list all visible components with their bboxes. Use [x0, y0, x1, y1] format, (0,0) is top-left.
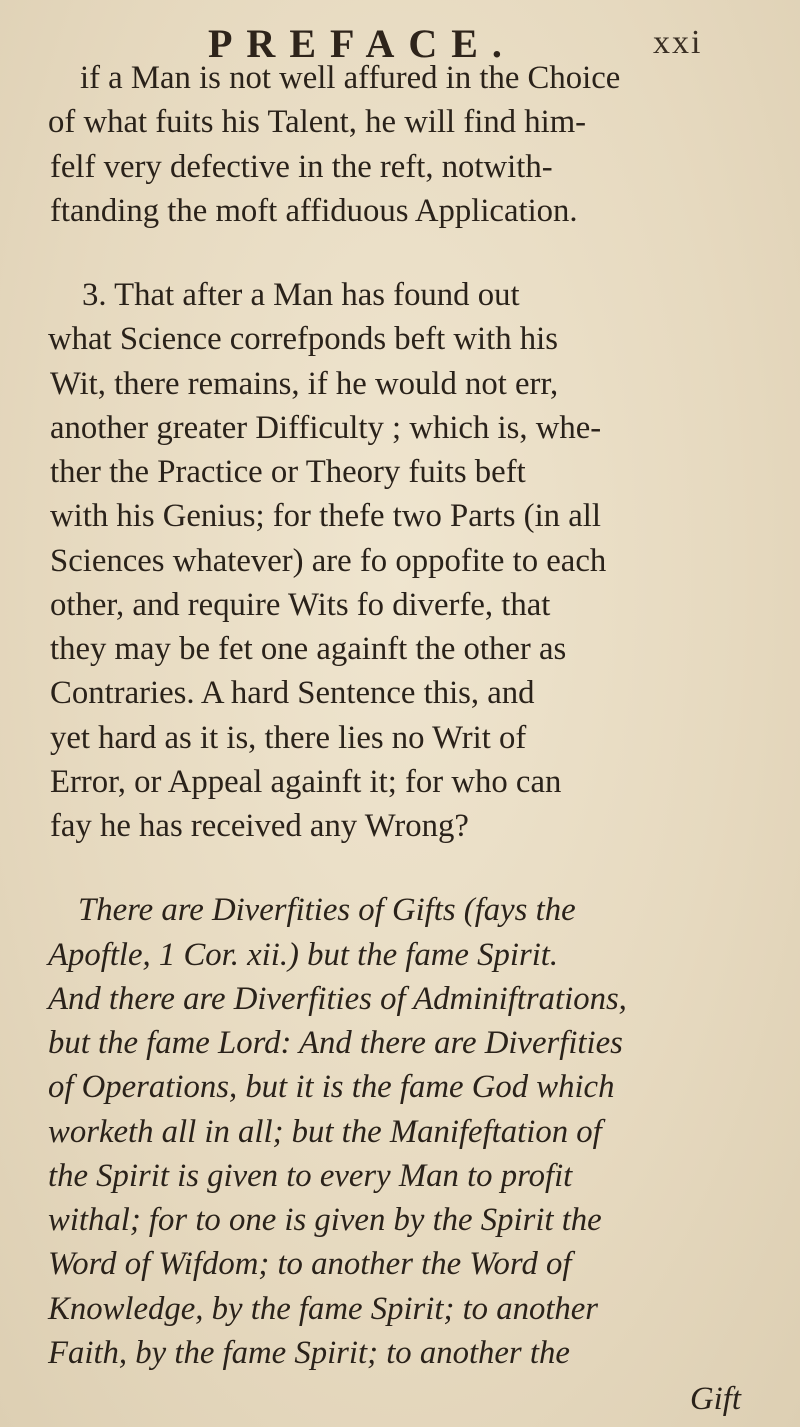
text-line: but the fame Lord: And there are Diverfities — [48, 1025, 623, 1061]
text-line: of what fuits his Talent, he will find him- — [48, 104, 587, 140]
text-line: Sciences whatever) are fo oppofite to each — [50, 543, 607, 579]
text-line: And there are Diverfities of Adminiftrations, — [48, 981, 627, 1017]
text-line: Faith, by the fame Spirit; to another the — [48, 1335, 570, 1371]
text-line: if a Man is not well affured in the Choice — [80, 60, 621, 96]
text-line: worketh all in all; but the Manifeftation of — [48, 1114, 602, 1150]
text-line: fay he has received any Wrong? — [50, 808, 469, 844]
text-line: yet hard as it is, there lies no Writ of — [50, 720, 527, 756]
text-line: 3. That after a Man has found out — [82, 277, 520, 313]
text-line: of Operations, but it is the fame God which — [48, 1069, 615, 1105]
text-line: the Spirit is given to every Man to profit — [48, 1158, 573, 1194]
text-line: Word of Wifdom; to another the Word of — [48, 1246, 572, 1282]
text-line: another greater Difficulty ; which is, whe- — [50, 410, 602, 446]
text-line: There are Diverfities of Gifts (fays the — [78, 892, 576, 928]
text-line: withal; for to one is given by the Spirit the — [48, 1202, 602, 1238]
text-line: Wit, there remains, if he would not err, — [50, 366, 559, 402]
running-header: PREFACE. — [208, 21, 516, 66]
text-line: Contraries. A hard Sentence this, and — [50, 675, 535, 711]
text-line: felf very defective in the reft, notwith- — [50, 149, 553, 185]
text-line: ftanding the moft affiduous Application. — [50, 193, 578, 229]
text-line: with his Genius; for thefe two Parts (in all — [50, 498, 601, 534]
catchword: Gift — [690, 1381, 741, 1417]
text-line: Knowledge, by the fame Spirit; to another — [48, 1291, 599, 1327]
text-line: they may be fet one againft the other as — [50, 631, 567, 667]
text-line: Error, or Appeal againft it; for who can — [50, 764, 562, 800]
page-number: xxi — [653, 24, 703, 61]
text-line: ther the Practice or Theory fuits beft — [50, 454, 526, 490]
text-line: Apoftle, 1 Cor. xii.) but the fame Spirit. — [48, 937, 559, 973]
text-line: what Science correfponds beft with his — [48, 321, 558, 357]
text-line: other, and require Wits fo diverfe, that — [50, 587, 551, 623]
